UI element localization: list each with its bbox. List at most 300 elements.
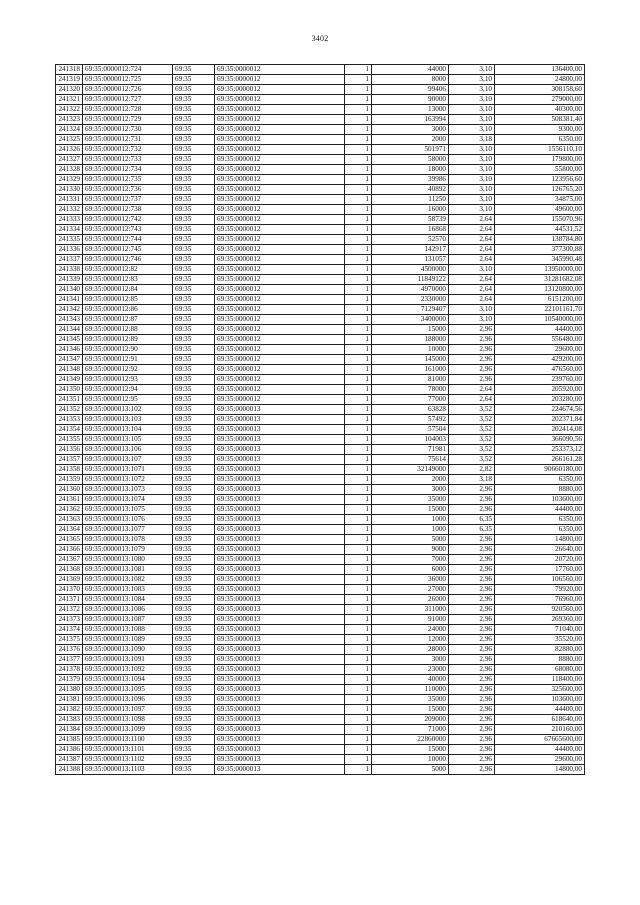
cadastral-number-cell: 69:35:0000013:1099	[83, 725, 173, 735]
cadastral-value-cell: 123956,60	[495, 175, 585, 185]
cadastral-value-cell: 34875,00	[495, 195, 585, 205]
cadastral-number-cell: 69:35:0000013:1077	[83, 525, 173, 535]
table-row	[56, 465, 585, 475]
cadastral-block-cell: 69:35:0000012	[215, 105, 345, 115]
row-number-cell: 241383	[56, 715, 83, 725]
row-number-cell: 241354	[56, 425, 83, 435]
specific-value-cell: 2,64	[449, 295, 495, 305]
cadastral-value-cell: 8880,00	[495, 485, 585, 495]
table-row	[56, 615, 585, 625]
cadastral-block-cell: 69:35:0000013	[215, 495, 345, 505]
count-cell: 1	[345, 765, 372, 775]
district-code-cell: 69:35	[173, 475, 215, 485]
count-cell: 1	[345, 565, 372, 575]
table-row	[56, 435, 585, 445]
area-cell: 8000	[372, 75, 449, 85]
cadastral-value-cell: 476560,00	[495, 365, 585, 375]
row-number-cell: 241365	[56, 535, 83, 545]
district-code-cell: 69:35	[173, 195, 215, 205]
table-body	[56, 65, 585, 775]
district-code-cell: 69:35	[173, 425, 215, 435]
row-number-cell: 241366	[56, 545, 83, 555]
specific-value-cell: 3,52	[449, 405, 495, 415]
cadastral-number-cell: 69:35:0000012:742	[83, 215, 173, 225]
cadastral-value-cell: 179800,00	[495, 155, 585, 165]
row-number-cell: 241344	[56, 325, 83, 335]
cadastral-number-cell: 69:35:0000013:1084	[83, 595, 173, 605]
row-number-cell: 241337	[56, 255, 83, 265]
area-cell: 5000	[372, 765, 449, 775]
cadastral-block-cell: 69:35:0000013	[215, 575, 345, 585]
specific-value-cell: 3,52	[449, 415, 495, 425]
cadastral-block-cell: 69:35:0000013	[215, 435, 345, 445]
cadastral-value-cell: 202371,84	[495, 415, 585, 425]
cadastral-block-cell: 69:35:0000013	[215, 735, 345, 745]
cadastral-number-cell: 69:35:0000013:1079	[83, 545, 173, 555]
cadastral-number-cell: 69:35:0000012:727	[83, 95, 173, 105]
cadastral-number-cell: 69:35:0000012:87	[83, 315, 173, 325]
count-cell: 1	[345, 65, 372, 75]
area-cell: 71000	[372, 725, 449, 735]
cadastral-block-cell: 69:35:0000013	[215, 535, 345, 545]
count-cell: 1	[345, 505, 372, 515]
row-number-cell: 241373	[56, 615, 83, 625]
row-number-cell: 241369	[56, 575, 83, 585]
cadastral-block-cell: 69:35:0000013	[215, 675, 345, 685]
cadastral-block-cell: 69:35:0000013	[215, 725, 345, 735]
count-cell: 1	[345, 85, 372, 95]
district-code-cell: 69:35	[173, 435, 215, 445]
count-cell: 1	[345, 105, 372, 115]
specific-value-cell: 2,96	[449, 345, 495, 355]
area-cell: 40892	[372, 185, 449, 195]
cadastral-value-cell: 253373,12	[495, 445, 585, 455]
cadastral-block-cell: 69:35:0000013	[215, 505, 345, 515]
cadastral-value-cell: 106560,00	[495, 575, 585, 585]
cadastral-value-cell: 14800,00	[495, 535, 585, 545]
table-row	[56, 145, 585, 155]
table-row	[56, 345, 585, 355]
cadastral-number-cell: 69:35:0000013:1088	[83, 625, 173, 635]
cadastral-value-cell: 67665600,00	[495, 735, 585, 745]
cadastral-value-cell: 44400,00	[495, 705, 585, 715]
cadastral-number-cell: 69:35:0000012:738	[83, 205, 173, 215]
specific-value-cell: 2,96	[449, 485, 495, 495]
count-cell: 1	[345, 525, 372, 535]
count-cell: 1	[345, 305, 372, 315]
count-cell: 1	[345, 365, 372, 375]
count-cell: 1	[345, 435, 372, 445]
area-cell: 40000	[372, 675, 449, 685]
specific-value-cell: 3,52	[449, 445, 495, 455]
specific-value-cell: 3,52	[449, 435, 495, 445]
row-number-cell: 241380	[56, 685, 83, 695]
row-number-cell: 241359	[56, 475, 83, 485]
table-row	[56, 115, 585, 125]
row-number-cell: 241323	[56, 115, 83, 125]
cadastral-value-cell: 377300,88	[495, 245, 585, 255]
table-row	[56, 405, 585, 415]
cadastral-number-cell: 69:35:0000013:1089	[83, 635, 173, 645]
row-number-cell: 241324	[56, 125, 83, 135]
district-code-cell: 69:35	[173, 365, 215, 375]
specific-value-cell: 2,96	[449, 595, 495, 605]
cadastral-block-cell: 69:35:0000013	[215, 545, 345, 555]
count-cell: 1	[345, 645, 372, 655]
area-cell: 58739	[372, 215, 449, 225]
cadastral-number-cell: 69:35:0000013:105	[83, 435, 173, 445]
count-cell: 1	[345, 355, 372, 365]
table-row	[56, 155, 585, 165]
cadastral-value-cell: 556480,00	[495, 335, 585, 345]
table-row	[56, 645, 585, 655]
cadastral-block-cell: 69:35:0000013	[215, 745, 345, 755]
cadastral-value-cell: 29600,00	[495, 345, 585, 355]
area-cell: 39986	[372, 175, 449, 185]
count-cell: 1	[345, 455, 372, 465]
count-cell: 1	[345, 195, 372, 205]
area-cell: 10000	[372, 755, 449, 765]
table-row	[56, 515, 585, 525]
area-cell: 12000	[372, 635, 449, 645]
row-number-cell: 241340	[56, 285, 83, 295]
district-code-cell: 69:35	[173, 755, 215, 765]
district-code-cell: 69:35	[173, 295, 215, 305]
cadastral-number-cell: 69:35:0000012:734	[83, 165, 173, 175]
cadastral-block-cell: 69:35:0000013	[215, 765, 345, 775]
count-cell: 1	[345, 425, 372, 435]
cadastral-number-cell: 69:35:0000013:1100	[83, 735, 173, 745]
count-cell: 1	[345, 185, 372, 195]
table-row	[56, 655, 585, 665]
district-code-cell: 69:35	[173, 145, 215, 155]
cadastral-block-cell: 69:35:0000013	[215, 715, 345, 725]
district-code-cell: 69:35	[173, 235, 215, 245]
count-cell: 1	[345, 745, 372, 755]
count-cell: 1	[345, 165, 372, 175]
specific-value-cell: 2,96	[449, 495, 495, 505]
cadastral-block-cell: 69:35:0000013	[215, 555, 345, 565]
count-cell: 1	[345, 725, 372, 735]
row-number-cell: 241331	[56, 195, 83, 205]
specific-value-cell: 2,96	[449, 375, 495, 385]
row-number-cell: 241371	[56, 595, 83, 605]
area-cell: 11250	[372, 195, 449, 205]
row-number-cell: 241368	[56, 565, 83, 575]
cadastral-number-cell: 69:35:0000012:91	[83, 355, 173, 365]
district-code-cell: 69:35	[173, 705, 215, 715]
cadastral-block-cell: 69:35:0000013	[215, 565, 345, 575]
specific-value-cell: 2,96	[449, 705, 495, 715]
specific-value-cell: 2,96	[449, 675, 495, 685]
cadastral-block-cell: 69:35:0000013	[215, 645, 345, 655]
cadastral-block-cell: 69:35:0000013	[215, 405, 345, 415]
table-row	[56, 765, 585, 775]
row-number-cell: 241350	[56, 385, 83, 395]
row-number-cell: 241358	[56, 465, 83, 475]
table-row	[56, 195, 585, 205]
cadastral-block-cell: 69:35:0000012	[215, 255, 345, 265]
cadastral-block-cell: 69:35:0000012	[215, 335, 345, 345]
area-cell: 10000	[372, 345, 449, 355]
area-cell: 3000	[372, 125, 449, 135]
count-cell: 1	[345, 475, 372, 485]
row-number-cell: 241374	[56, 625, 83, 635]
count-cell: 1	[345, 675, 372, 685]
table-row	[56, 315, 585, 325]
cadastral-value-cell: 22101161,70	[495, 305, 585, 315]
table-row	[56, 395, 585, 405]
district-code-cell: 69:35	[173, 735, 215, 745]
row-number-cell: 241387	[56, 755, 83, 765]
cadastral-number-cell: 69:35:0000013:1092	[83, 665, 173, 675]
row-number-cell: 241343	[56, 315, 83, 325]
specific-value-cell: 2,96	[449, 545, 495, 555]
cadastral-value-cell: 44400,00	[495, 745, 585, 755]
count-cell: 1	[345, 635, 372, 645]
specific-value-cell: 3,10	[449, 205, 495, 215]
district-code-cell: 69:35	[173, 585, 215, 595]
table-row	[56, 205, 585, 215]
district-code-cell: 69:35	[173, 355, 215, 365]
cadastral-value-cell: 9300,00	[495, 125, 585, 135]
specific-value-cell: 2,64	[449, 255, 495, 265]
cadastral-block-cell: 69:35:0000012	[215, 375, 345, 385]
page-number: 3402	[311, 34, 329, 43]
district-code-cell: 69:35	[173, 605, 215, 615]
table-row	[56, 295, 585, 305]
specific-value-cell: 3,10	[449, 265, 495, 275]
specific-value-cell: 3,10	[449, 165, 495, 175]
specific-value-cell: 2,96	[449, 645, 495, 655]
specific-value-cell: 2,82	[449, 465, 495, 475]
row-number-cell: 241355	[56, 435, 83, 445]
district-code-cell: 69:35	[173, 695, 215, 705]
cadastral-number-cell: 69:35:0000013:103	[83, 415, 173, 425]
table-row	[56, 215, 585, 225]
cadastral-block-cell: 69:35:0000013	[215, 445, 345, 455]
area-cell: 2000	[372, 475, 449, 485]
district-code-cell: 69:35	[173, 185, 215, 195]
count-cell: 1	[345, 595, 372, 605]
district-code-cell: 69:35	[173, 315, 215, 325]
table-row	[56, 415, 585, 425]
table-row	[56, 485, 585, 495]
cadastral-number-cell: 69:35:0000012:82	[83, 265, 173, 275]
cadastral-value-cell: 6350,00	[495, 515, 585, 525]
specific-value-cell: 2,64	[449, 285, 495, 295]
cadastral-value-cell: 345990,48	[495, 255, 585, 265]
table-row	[56, 175, 585, 185]
area-cell: 6000	[372, 565, 449, 575]
cadastral-block-cell: 69:35:0000012	[215, 395, 345, 405]
cadastral-block-cell: 69:35:0000013	[215, 695, 345, 705]
cadastral-value-cell: 508381,40	[495, 115, 585, 125]
row-number-cell: 241329	[56, 175, 83, 185]
table-row	[56, 355, 585, 365]
specific-value-cell: 2,96	[449, 355, 495, 365]
cadastral-block-cell: 69:35:0000013	[215, 425, 345, 435]
row-number-cell: 241339	[56, 275, 83, 285]
specific-value-cell: 2,96	[449, 565, 495, 575]
cadastral-block-cell: 69:35:0000012	[215, 185, 345, 195]
district-code-cell: 69:35	[173, 535, 215, 545]
cadastral-number-cell: 69:35:0000013:1076	[83, 515, 173, 525]
area-cell: 1000	[372, 515, 449, 525]
cadastral-block-cell: 69:35:0000013	[215, 655, 345, 665]
district-code-cell: 69:35	[173, 395, 215, 405]
count-cell: 1	[345, 395, 372, 405]
district-code-cell: 69:35	[173, 495, 215, 505]
cadastral-block-cell: 69:35:0000012	[215, 385, 345, 395]
count-cell: 1	[345, 705, 372, 715]
cadastral-number-cell: 69:35:0000012:731	[83, 135, 173, 145]
table-row	[56, 365, 585, 375]
district-code-cell: 69:35	[173, 105, 215, 115]
cadastral-block-cell: 69:35:0000012	[215, 285, 345, 295]
row-number-cell: 241364	[56, 525, 83, 535]
cadastral-number-cell: 69:35:0000012:93	[83, 375, 173, 385]
cadastral-number-cell: 69:35:0000013:1090	[83, 645, 173, 655]
row-number-cell: 241385	[56, 735, 83, 745]
table-row	[56, 625, 585, 635]
count-cell: 1	[345, 205, 372, 215]
count-cell: 1	[345, 295, 372, 305]
row-number-cell: 241388	[56, 765, 83, 775]
district-code-cell: 69:35	[173, 455, 215, 465]
cadastral-number-cell: 69:35:0000012:730	[83, 125, 173, 135]
table-row	[56, 595, 585, 605]
cadastral-value-cell: 24800,00	[495, 75, 585, 85]
table-row	[56, 375, 585, 385]
cadastral-number-cell: 69:35:0000012:86	[83, 305, 173, 315]
cadastral-number-cell: 69:35:0000013:1082	[83, 575, 173, 585]
row-number-cell: 241372	[56, 605, 83, 615]
district-code-cell: 69:35	[173, 85, 215, 95]
specific-value-cell: 2,96	[449, 505, 495, 515]
specific-value-cell: 2,96	[449, 555, 495, 565]
specific-value-cell: 3,10	[449, 175, 495, 185]
table-row	[56, 685, 585, 695]
count-cell: 1	[345, 215, 372, 225]
table-row	[56, 745, 585, 755]
count-cell: 1	[345, 415, 372, 425]
specific-value-cell: 2,96	[449, 725, 495, 735]
district-code-cell: 69:35	[173, 335, 215, 345]
cadastral-block-cell: 69:35:0000012	[215, 115, 345, 125]
cadastral-block-cell: 69:35:0000013	[215, 465, 345, 475]
area-cell: 3400000	[372, 315, 449, 325]
row-number-cell: 241346	[56, 345, 83, 355]
district-code-cell: 69:35	[173, 645, 215, 655]
cadastral-number-cell: 69:35:0000012:745	[83, 245, 173, 255]
count-cell: 1	[345, 75, 372, 85]
area-cell: 35000	[372, 495, 449, 505]
table-row	[56, 565, 585, 575]
district-code-cell: 69:35	[173, 155, 215, 165]
count-cell: 1	[345, 345, 372, 355]
cadastral-number-cell: 69:35:0000012:95	[83, 395, 173, 405]
area-cell: 161000	[372, 365, 449, 375]
cadastral-block-cell: 69:35:0000012	[215, 155, 345, 165]
specific-value-cell: 2,96	[449, 605, 495, 615]
table-row	[56, 75, 585, 85]
count-cell: 1	[345, 315, 372, 325]
row-number-cell: 241322	[56, 105, 83, 115]
cadastral-block-cell: 69:35:0000012	[215, 315, 345, 325]
table-row	[56, 125, 585, 135]
specific-value-cell: 3,10	[449, 305, 495, 315]
cadastral-value-cell: 6350,00	[495, 475, 585, 485]
cadastral-block-cell: 69:35:0000012	[215, 145, 345, 155]
specific-value-cell: 2,96	[449, 745, 495, 755]
specific-value-cell: 3,10	[449, 125, 495, 135]
specific-value-cell: 2,64	[449, 225, 495, 235]
table-row	[56, 635, 585, 645]
district-code-cell: 69:35	[173, 715, 215, 725]
cadastral-block-cell: 69:35:0000013	[215, 635, 345, 645]
cadastral-block-cell: 69:35:0000012	[215, 245, 345, 255]
cadastral-number-cell: 69:35:0000013:107	[83, 455, 173, 465]
district-code-cell: 69:35	[173, 685, 215, 695]
area-cell: 142917	[372, 245, 449, 255]
cadastral-number-cell: 69:35:0000012:744	[83, 235, 173, 245]
area-cell: 57504	[372, 425, 449, 435]
cadastral-value-cell: 920560,00	[495, 605, 585, 615]
area-cell: 3000	[372, 485, 449, 495]
row-number-cell: 241342	[56, 305, 83, 315]
count-cell: 1	[345, 235, 372, 245]
cadastral-number-cell: 69:35:0000013:1080	[83, 555, 173, 565]
cadastral-value-cell: 155070,96	[495, 215, 585, 225]
area-cell: 71981	[372, 445, 449, 455]
cadastral-block-cell: 69:35:0000012	[215, 295, 345, 305]
specific-value-cell: 3,10	[449, 195, 495, 205]
cadastral-block-cell: 69:35:0000012	[215, 325, 345, 335]
cadastral-block-cell: 69:35:0000013	[215, 525, 345, 535]
count-cell: 1	[345, 485, 372, 495]
count-cell: 1	[345, 245, 372, 255]
cadastral-value-cell: 202414,08	[495, 425, 585, 435]
cadastral-number-cell: 69:35:0000013:1091	[83, 655, 173, 665]
count-cell: 1	[345, 545, 372, 555]
district-code-cell: 69:35	[173, 595, 215, 605]
table-row	[56, 495, 585, 505]
area-cell: 15000	[372, 705, 449, 715]
area-cell: 77000	[372, 395, 449, 405]
table-row	[56, 475, 585, 485]
area-cell: 32149000	[372, 465, 449, 475]
specific-value-cell: 2,96	[449, 625, 495, 635]
district-code-cell: 69:35	[173, 415, 215, 425]
row-number-cell: 241352	[56, 405, 83, 415]
row-number-cell: 241327	[56, 155, 83, 165]
district-code-cell: 69:35	[173, 655, 215, 665]
cadastral-value-cell: 118400,00	[495, 675, 585, 685]
specific-value-cell: 2,64	[449, 215, 495, 225]
cadastral-block-cell: 69:35:0000012	[215, 265, 345, 275]
count-cell: 1	[345, 465, 372, 475]
cadastral-value-cell: 49600,00	[495, 205, 585, 215]
table-row	[56, 65, 585, 75]
cadastral-number-cell: 69:35:0000013:1103	[83, 765, 173, 775]
row-number-cell: 241353	[56, 415, 83, 425]
cadastral-value-cell: 203280,00	[495, 395, 585, 405]
area-cell: 15000	[372, 745, 449, 755]
cadastral-value-cell: 429200,00	[495, 355, 585, 365]
district-code-cell: 69:35	[173, 575, 215, 585]
area-cell: 131057	[372, 255, 449, 265]
